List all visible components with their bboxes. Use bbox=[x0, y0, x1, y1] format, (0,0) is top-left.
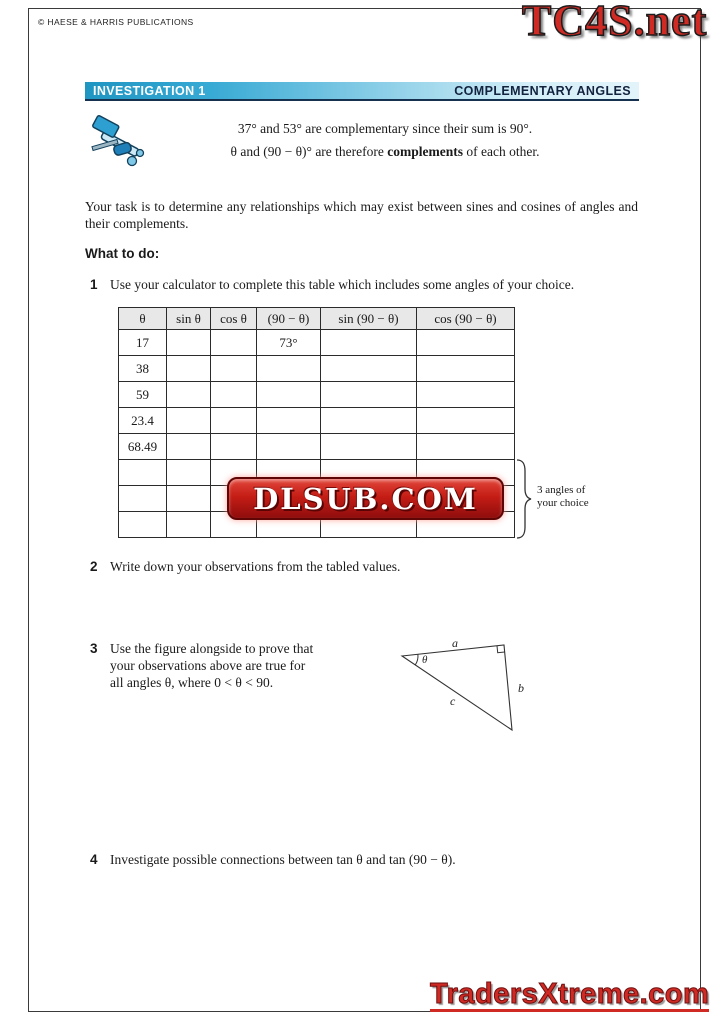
triangle-figure bbox=[398, 638, 530, 745]
table-cell: 73° bbox=[257, 330, 321, 356]
table-row bbox=[119, 356, 515, 382]
table-cell bbox=[321, 356, 417, 382]
publisher-copyright: © HAESE & HARRIS PUBLICATIONS bbox=[38, 17, 194, 27]
table-cell bbox=[211, 408, 257, 434]
figure-label-c: c bbox=[450, 694, 456, 708]
table-cell bbox=[257, 408, 321, 434]
table-row bbox=[119, 330, 515, 356]
watermark-dlsub-text: DLSUB.COM bbox=[253, 481, 478, 516]
watermark-tc4s: TC4S.net bbox=[522, 0, 708, 45]
brace-note-line-2: your choice bbox=[537, 497, 589, 509]
watermark-tradersxtreme: TradersXtreme.com bbox=[430, 978, 710, 1010]
figure-label-theta: θ bbox=[422, 654, 428, 666]
section-title: COMPLEMENTARY ANGLES bbox=[454, 83, 631, 98]
table-cell bbox=[119, 486, 167, 512]
table-header-cell: cos (90 − θ) bbox=[417, 308, 515, 330]
table-header-cell: θ bbox=[119, 308, 167, 330]
investigation-header-bar bbox=[85, 82, 639, 101]
figure-label-b: b bbox=[518, 681, 524, 695]
step-1-number: 1 bbox=[90, 277, 98, 292]
intro-line-2 bbox=[165, 144, 605, 160]
table-cell bbox=[417, 382, 515, 408]
table-cell bbox=[167, 408, 211, 434]
investigation-title: INVESTIGATION 1 bbox=[93, 83, 206, 98]
step-2-number: 2 bbox=[90, 559, 98, 574]
table-cell bbox=[211, 356, 257, 382]
table-cell: 23.4 bbox=[119, 408, 167, 434]
table-cell bbox=[211, 434, 257, 460]
step-4-text: Investigate possible connections between tan θ and tan (90 − θ). bbox=[110, 852, 456, 867]
table-cell bbox=[417, 408, 515, 434]
step-3-number: 3 bbox=[90, 641, 98, 656]
tools-icon bbox=[86, 110, 148, 177]
table-header-row bbox=[119, 308, 515, 330]
intro-line-2-post: of each other. bbox=[463, 144, 540, 159]
table-header-cell: (90 − θ) bbox=[257, 308, 321, 330]
table-cell bbox=[167, 382, 211, 408]
step-3-line-2: your observations above are true for bbox=[110, 658, 306, 673]
task-paragraph: Your task is to determine any relationships which may exist between sines and cosines of angles and their complements. bbox=[85, 199, 638, 231]
table-cell bbox=[417, 330, 515, 356]
table-cell: 38 bbox=[119, 356, 167, 382]
table-cell bbox=[167, 356, 211, 382]
table-cell bbox=[417, 356, 515, 382]
table-cell bbox=[321, 434, 417, 460]
table-cell bbox=[257, 382, 321, 408]
table-header-cell: sin θ bbox=[167, 308, 211, 330]
step-1 bbox=[90, 276, 650, 293]
table-cell bbox=[167, 512, 211, 538]
table-cell bbox=[321, 408, 417, 434]
table-cell: 68.49 bbox=[119, 434, 167, 460]
table-row bbox=[119, 408, 515, 434]
table-cell bbox=[321, 382, 417, 408]
table-cell bbox=[119, 512, 167, 538]
step-2-text: Write down your observations from the tabled values. bbox=[110, 559, 401, 574]
table-cell bbox=[167, 434, 211, 460]
figure-label-a: a bbox=[452, 638, 458, 650]
step-3-line-1: Use the figure alongside to prove that bbox=[110, 641, 314, 656]
step-3-line-3: all angles θ, where 0 < θ < 90. bbox=[110, 675, 274, 690]
intro-line-2-bold: complements bbox=[387, 144, 463, 159]
table-row bbox=[119, 382, 515, 408]
table-row bbox=[119, 434, 515, 460]
what-to-do-heading: What to do: bbox=[85, 246, 160, 261]
step-1-text: Use your calculator to complete this table which includes some angles of your choice. bbox=[110, 277, 575, 292]
brace-note bbox=[537, 484, 617, 510]
table-cell bbox=[211, 330, 257, 356]
table-header-cell: cos θ bbox=[211, 308, 257, 330]
table-cell: 17 bbox=[119, 330, 167, 356]
step-2 bbox=[90, 558, 650, 575]
table-cell bbox=[257, 434, 321, 460]
intro-line-2-pre: θ and (90 − θ)° are therefore bbox=[230, 144, 388, 159]
intro-line-1: 37° and 53° are complementary since their sum is 90°. bbox=[237, 121, 533, 136]
table-cell: 59 bbox=[119, 382, 167, 408]
table-cell bbox=[211, 382, 257, 408]
step-4 bbox=[90, 851, 650, 868]
table-cell bbox=[417, 434, 515, 460]
table-cell bbox=[167, 486, 211, 512]
step-3-text bbox=[110, 640, 313, 691]
watermark-dlsub-badge bbox=[227, 477, 504, 520]
step-3 bbox=[90, 640, 390, 691]
table-cell bbox=[167, 330, 211, 356]
table-cell bbox=[167, 460, 211, 486]
brace bbox=[515, 459, 533, 544]
table-cell bbox=[257, 356, 321, 382]
intro-text bbox=[165, 121, 605, 160]
table-header-cell: sin (90 − θ) bbox=[321, 308, 417, 330]
brace-note-line-1: 3 angles of bbox=[537, 484, 586, 496]
table-cell bbox=[119, 460, 167, 486]
step-4-number: 4 bbox=[90, 852, 98, 867]
table-cell bbox=[321, 330, 417, 356]
